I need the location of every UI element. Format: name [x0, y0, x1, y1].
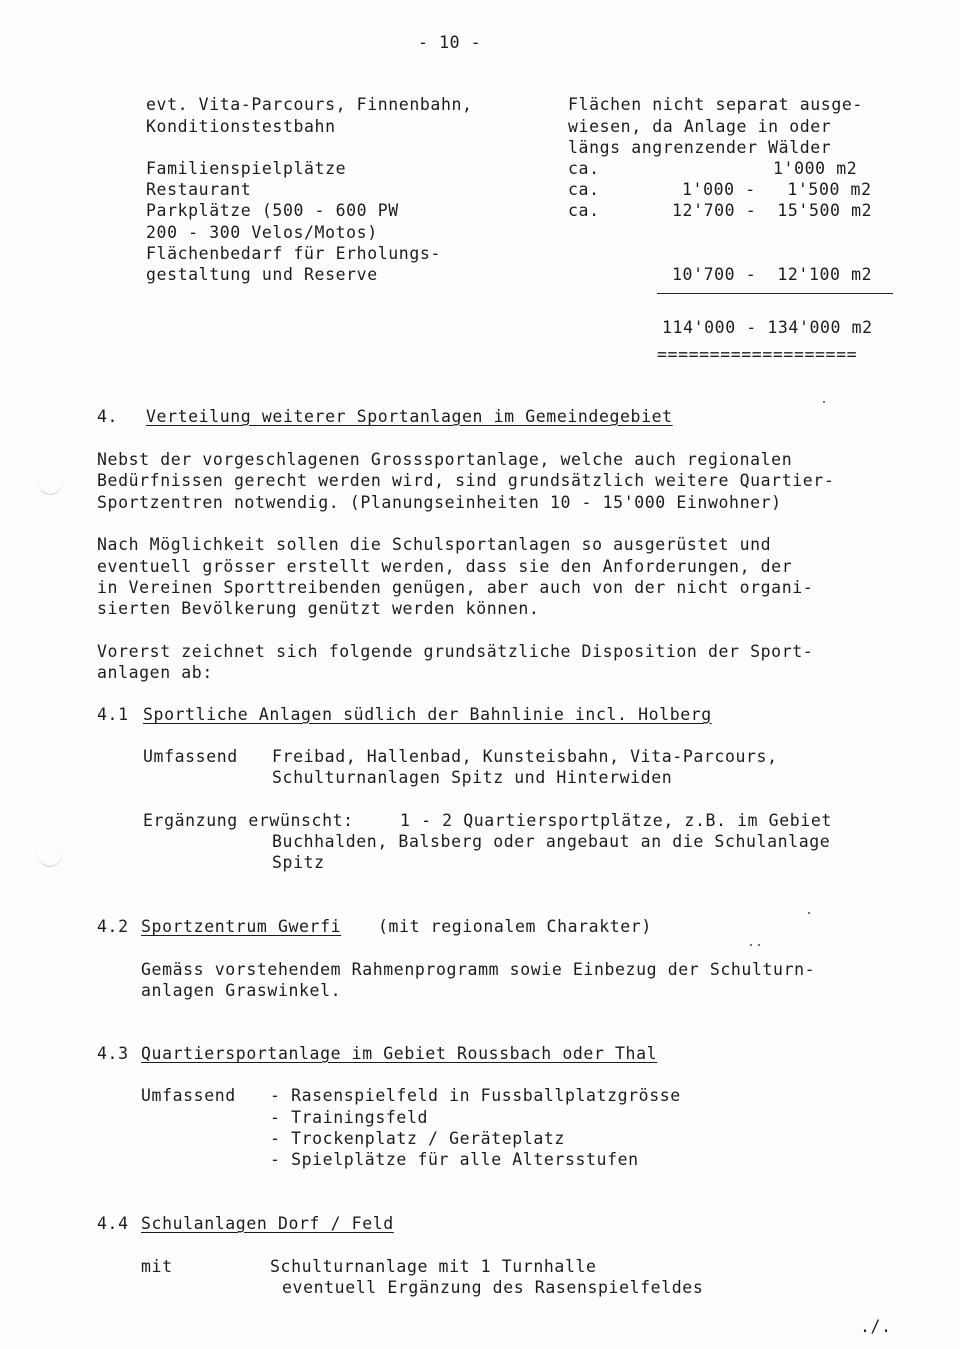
requirement-label: Familienspielplätze [146, 159, 347, 178]
paragraph-line: Sportzentren notwendig. (Planungseinheiten 10 - 15'000 Einwohner) [97, 493, 782, 512]
value-prefix: ca. [568, 180, 600, 199]
value-amount: 12'700 - 15'500 m2 [672, 201, 873, 220]
item-text: Buchhalden, Balsberg oder angebaut an die Schulanlage [272, 832, 831, 851]
subsection-number: 4.4 [97, 1214, 129, 1233]
requirement-label: Flächenbedarf für Erholungs- [146, 244, 441, 263]
list-item: - Spielplätze für alle Altersstufen [270, 1150, 639, 1169]
punch-hole-mark [36, 830, 64, 867]
subsection-number: 4.2 [97, 917, 129, 936]
sum-rule [657, 293, 893, 294]
item-text: Freibad, Hallenbad, Kunsteisbahn, Vita-Parcours, [272, 747, 778, 766]
paragraph-line: Vorerst zeichnet sich folgende grundsätzliche Disposition der Sport- [97, 642, 814, 661]
item-label: mit [141, 1257, 173, 1276]
subsection-heading: Quartiersportanlage im Gebiet Roussbach oder Thal [141, 1044, 658, 1063]
requirement-label: Konditionstestbahn [146, 117, 336, 136]
subsection-heading: Schulanlagen Dorf / Feld [141, 1214, 394, 1233]
total-double-underline: =================== [657, 345, 858, 364]
requirement-label: Restaurant [146, 180, 252, 199]
scan-speck [808, 912, 810, 914]
requirement-label: 200 - 300 Velos/Motos) [146, 223, 378, 242]
paragraph-line: Nebst der vorgeschlagenen Grosssportanlage, welche auch regionalen [97, 450, 793, 469]
subsection-heading-suffix: (mit regionalem Charakter) [378, 917, 652, 936]
item-label: Ergänzung erwünscht: [143, 811, 354, 830]
list-item: - Trainingsfeld [270, 1108, 429, 1127]
requirement-label: gestaltung und Reserve [146, 265, 378, 284]
list-item: - Trockenplatz / Geräteplatz [270, 1129, 565, 1148]
punch-hole-mark [36, 458, 64, 495]
item-label: Umfassend [143, 747, 238, 766]
scan-speck [823, 401, 825, 403]
paragraph-line: sierten Bevölkerung genützt werden können. [97, 599, 540, 618]
paragraph-line: anlagen ab: [97, 663, 213, 682]
requirement-note: wiesen, da Anlage in oder [568, 117, 832, 136]
continuation-mark: ./. [860, 1317, 892, 1336]
subsection-number: 4.3 [97, 1044, 129, 1063]
value-amount: 10'700 - 12'100 m2 [672, 265, 873, 284]
value-amount: 1'000 m2 [773, 159, 858, 178]
value-amount: 1'000 - 1'500 m2 [682, 180, 872, 199]
value-prefix: ca. [568, 159, 600, 178]
page-number: - 10 - [418, 33, 482, 52]
item-text: 1 - 2 Quartiersportplätze, z.B. im Gebiet [400, 811, 832, 830]
item-label: Umfassend [141, 1086, 236, 1105]
total-value: 114'000 - 134'000 m2 [662, 318, 873, 337]
scan-speck [750, 944, 752, 946]
subsection-heading: Sportzentrum Gwerfi [141, 917, 342, 936]
scan-speck [758, 944, 760, 946]
subsection-number: 4.1 [97, 705, 129, 724]
section-number: 4. [97, 407, 119, 426]
item-text: Schulturnanlagen Spitz und Hinterwiden [272, 768, 673, 787]
item-text: eventuell Ergänzung des Rasenspielfeldes [282, 1278, 704, 1297]
value-prefix: ca. [568, 201, 600, 220]
item-text: Gemäss vorstehendem Rahmenprogramm sowie Einbezug der Schulturn- [141, 960, 816, 979]
paragraph-line: Bedürfnissen gerecht werden wird, sind grundsätzlich weitere Quartier- [97, 471, 835, 490]
paragraph-line: Nach Möglichkeit sollen die Schulsportanlagen so ausgerüstet und [97, 535, 772, 554]
requirement-label: Parkplätze (500 - 600 PW [146, 201, 399, 220]
requirement-note: längs angrenzender Wälder [568, 138, 832, 157]
item-text: Spitz [272, 853, 325, 872]
section-heading: Verteilung weiterer Sportanlagen im Gemeindegebiet [146, 407, 673, 426]
paragraph-line: in Vereinen Sporttreibenden genügen, aber auch von der nicht organi- [97, 578, 814, 597]
requirement-note: Flächen nicht separat ausge- [568, 95, 863, 114]
paragraph-line: eventuell grösser erstellt werden, dass sie den Anforderungen, der [97, 557, 793, 576]
item-text: Schulturnanlage mit 1 Turnhalle [270, 1257, 597, 1276]
requirement-label: evt. Vita-Parcours, Finnenbahn, [146, 95, 473, 114]
item-text: anlagen Graswinkel. [141, 981, 342, 1000]
subsection-heading: Sportliche Anlagen südlich der Bahnlinie incl. Holberg [143, 705, 712, 724]
list-item: - Rasenspielfeld in Fussballplatzgrösse [270, 1086, 681, 1105]
